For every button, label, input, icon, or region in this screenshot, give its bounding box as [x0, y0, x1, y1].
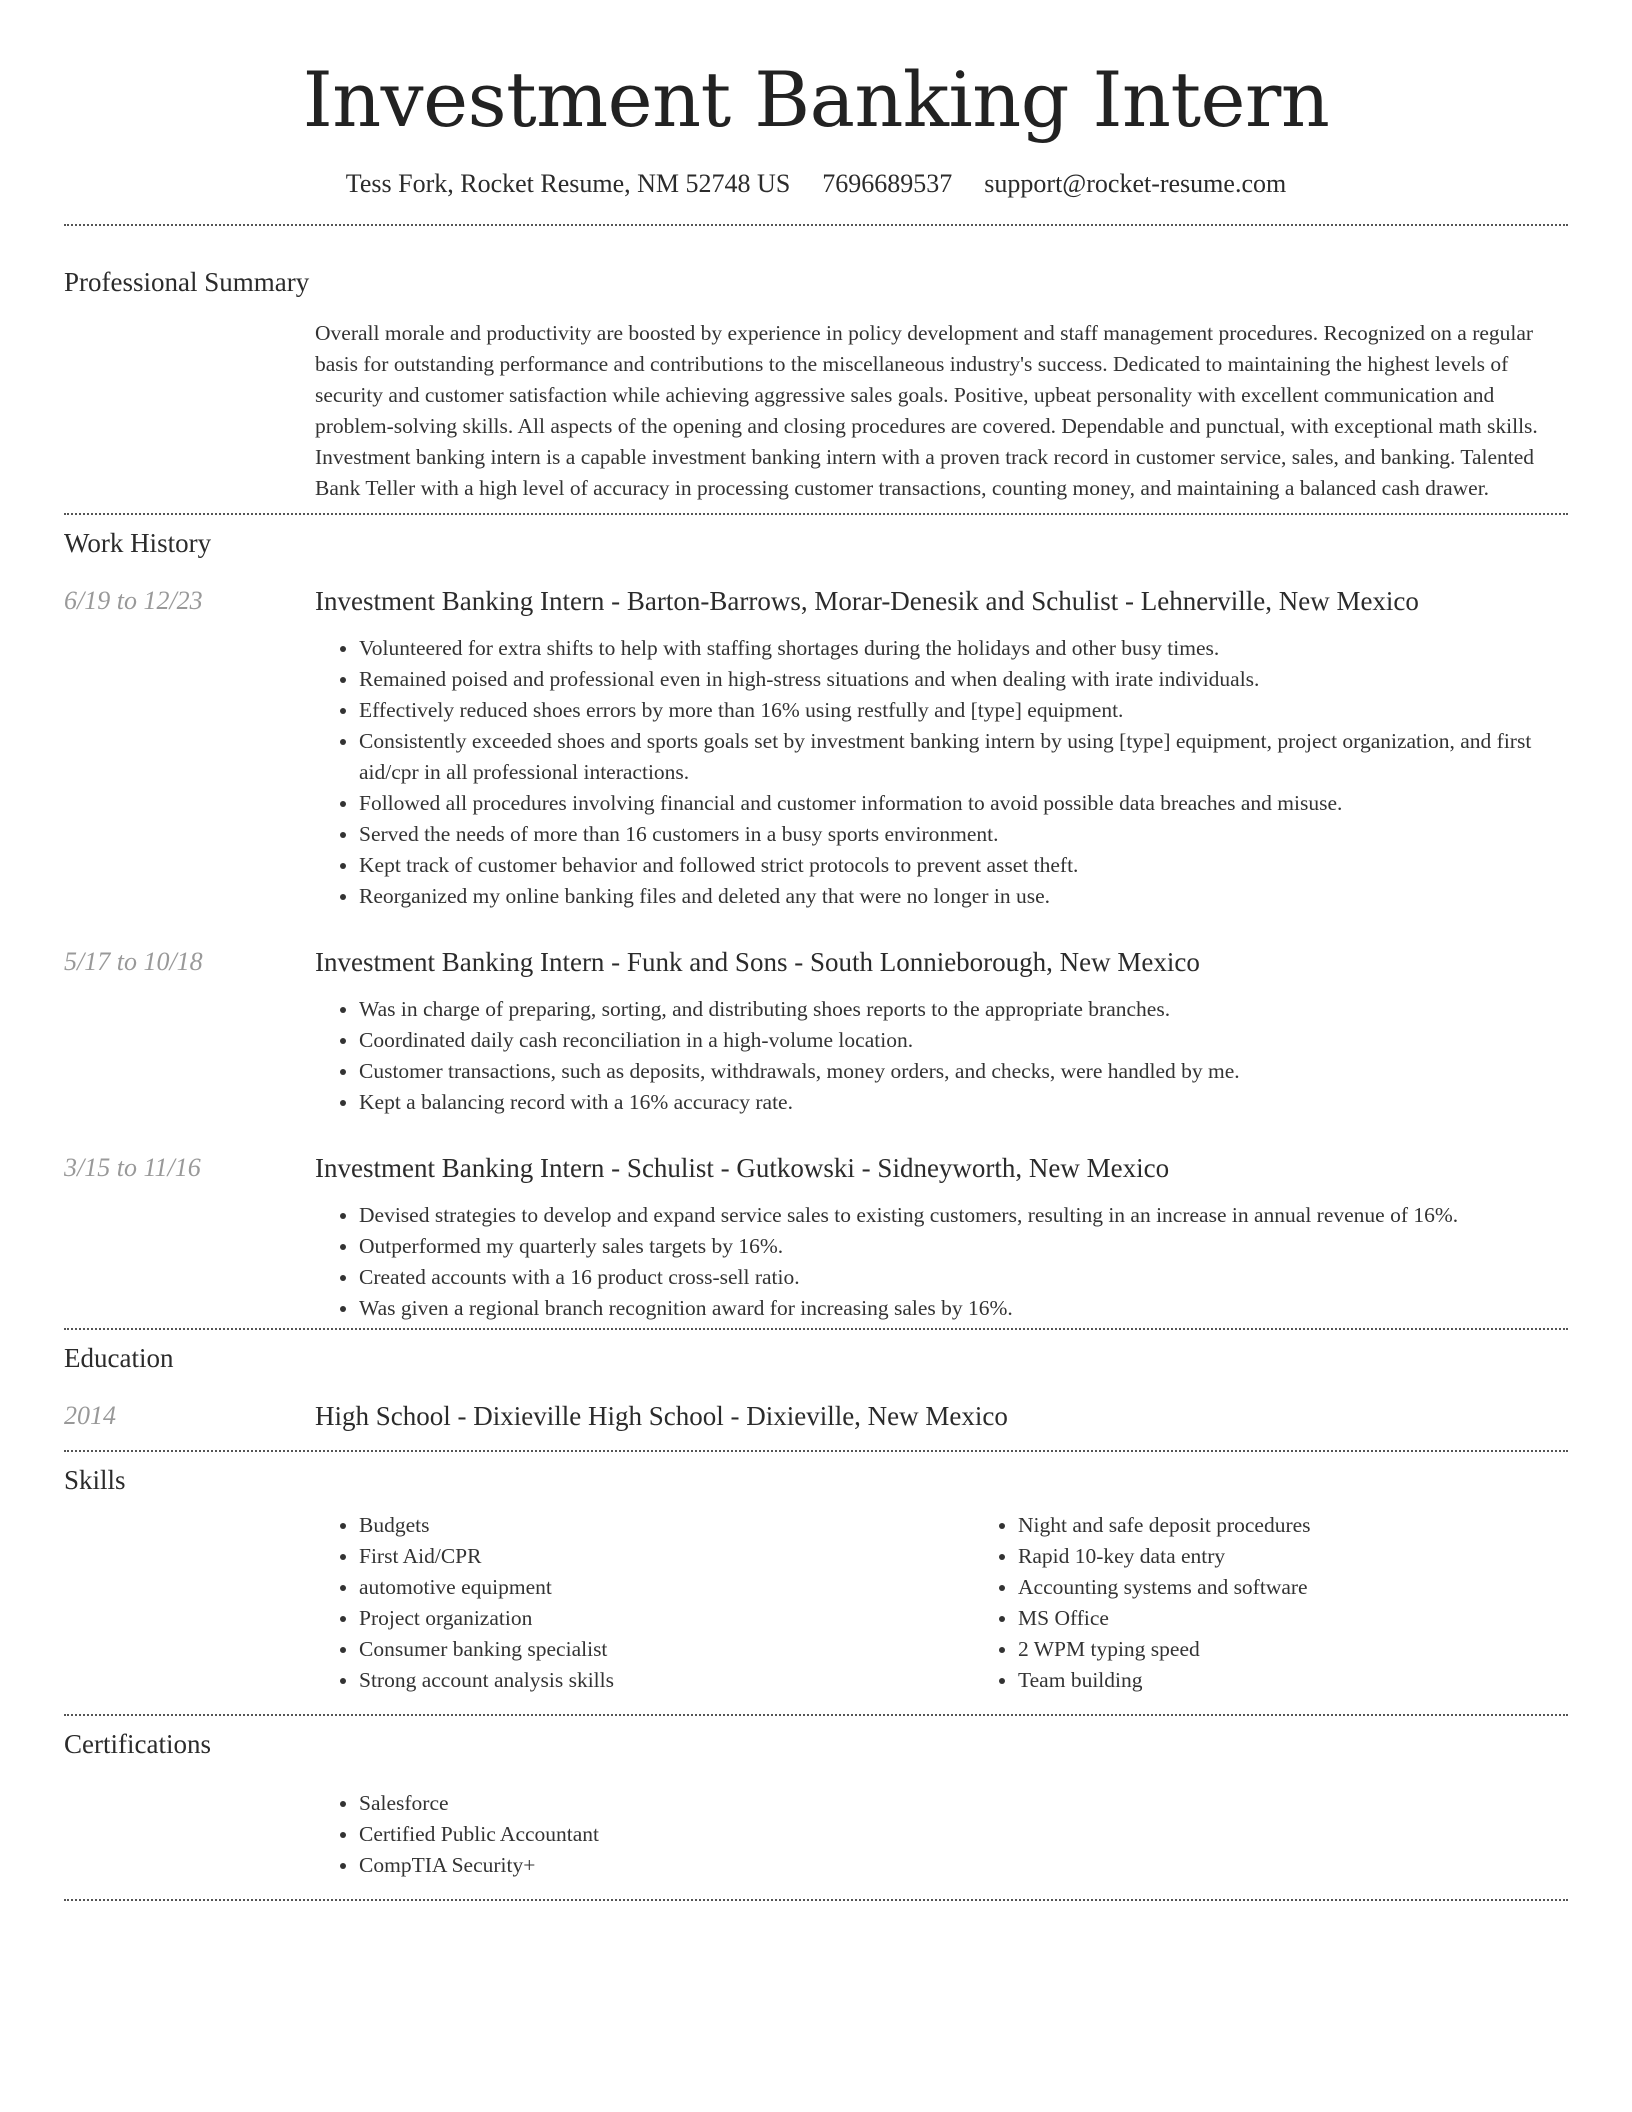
job-title: Investment Banking Intern - Barton-Barrows, Morar-Denesik and Schulist - Lehnerville, New Mexico [315, 586, 1419, 616]
list-item: • Devised strategies to develop and expand service sales to existing customers, resulting in an increase in annual revenue of 16%. [359, 1200, 1568, 1231]
list-item: • Followed all procedures involving financial and customer information to avoid possible data breaches and misuse. [359, 788, 1568, 819]
list-item: • Certified Public Accountant [359, 1819, 1568, 1850]
list-item: • Served the needs of more than 16 customers in a busy sports environment. [359, 819, 1568, 850]
list-item: • CompTIA Security+ [359, 1850, 1568, 1881]
list-item: • Strong account analysis skills [359, 1665, 974, 1696]
list-item: • Accounting systems and software [1018, 1572, 1632, 1603]
list-item: • automotive equipment [359, 1572, 974, 1603]
contact-phone: 7696689537 [822, 169, 953, 198]
education-heading: Education [64, 1343, 174, 1373]
list-item: • Rapid 10-key data entry [1018, 1541, 1632, 1572]
job-title: Investment Banking Intern - Funk and Sons - South Lonnieborough, New Mexico [315, 947, 1200, 977]
job-dates: 5/17 to 10/18 [64, 947, 203, 976]
list-item: • MS Office [1018, 1603, 1632, 1634]
job-dates: 6/19 to 12/23 [64, 586, 203, 615]
list-item: • Kept track of customer behavior and followed strict protocols to prevent asset theft. [359, 850, 1568, 881]
job-dates: 3/15 to 11/16 [64, 1153, 201, 1182]
education-entry: High School - Dixieville High School - Dixieville, New Mexico [315, 1401, 1008, 1431]
list-item: • Kept a balancing record with a 16% accuracy rate. [359, 1087, 1568, 1118]
skills-heading: Skills [64, 1465, 126, 1495]
list-item: • Remained poised and professional even in high-stress situations and when dealing with irate individuals. [359, 664, 1568, 695]
list-item: • 2 WPM typing speed [1018, 1634, 1632, 1665]
list-item: • Created accounts with a 16 product cross-sell ratio. [359, 1262, 1568, 1293]
divider [64, 1450, 1568, 1452]
contact-email: support@rocket-resume.com [984, 169, 1287, 198]
contact-line [0, 166, 1632, 202]
contact-address: Tess Fork, Rocket Resume, NM 52748 US [345, 169, 791, 198]
work-heading: Work History [64, 528, 212, 558]
divider [64, 513, 1568, 515]
education-year: 2014 [64, 1401, 116, 1430]
list-item: • Was given a regional branch recognition award for increasing sales by 16%. [359, 1293, 1568, 1324]
summary-section [64, 264, 1568, 504]
certifications-section [64, 1726, 1568, 1881]
summary-text: Overall morale and productivity are boosted by experience in policy development and staff management procedures. Recognized on a regular basis for outstanding performance and contributions to the miscellaneous industry's success. Dedicated to maintaining the highest levels of security and customer satisfaction while achieving aggressive sales goals. Positive, upbeat personality with excellent communication and problem-solving skills. All aspects of the opening and closing procedures are covered. Dependable and punctual, with exceptional math skills. Investment banking intern is a capable investment banking intern with a proven track record in customer service, sales, and banking. Talented Bank Teller with a high level of accuracy in processing customer transactions, counting money, and maintaining a balanced cash drawer. [315, 321, 1538, 500]
job-title: Investment Banking Intern - Schulist - Gutkowski - Sidneyworth, New Mexico [315, 1153, 1170, 1183]
certifications-list [315, 1788, 1568, 1881]
education-section [64, 1340, 1568, 1434]
job-bullets [315, 633, 1568, 912]
certifications-heading: Certifications [64, 1729, 211, 1759]
job-entry [64, 1150, 1568, 1324]
list-item: • Budgets [359, 1510, 974, 1541]
skills-list-left [315, 1510, 974, 1696]
job-bullets [315, 994, 1568, 1118]
list-item: • First Aid/CPR [359, 1541, 974, 1572]
job-entry [64, 944, 1568, 1118]
list-item: • Coordinated daily cash reconciliation in a high-volume location. [359, 1025, 1568, 1056]
list-item: • Outperformed my quarterly sales targets by 16%. [359, 1231, 1568, 1262]
list-item: • Volunteered for extra shifts to help with staffing shortages during the holidays and other busy times. [359, 633, 1568, 664]
list-item: • Consumer banking specialist [359, 1634, 974, 1665]
list-item: • Consistently exceeded shoes and sports goals set by investment banking intern by using [type] equipment, project organization, and first aid/cpr in all professional interactions. [359, 726, 1568, 788]
list-item: • Effectively reduced shoes errors by more than 16% using restfully and [type] equipment. [359, 695, 1568, 726]
job-bullets [315, 1200, 1568, 1324]
list-item: • Team building [1018, 1665, 1632, 1696]
divider [64, 224, 1568, 226]
page-title: Investment Banking Intern [302, 55, 1330, 144]
skills-section [64, 1462, 1568, 1696]
job-entry [64, 583, 1568, 912]
summary-heading: Professional Summary [64, 267, 310, 297]
skills-list-right [974, 1510, 1632, 1696]
resume-header [0, 0, 1632, 202]
divider [64, 1899, 1568, 1901]
list-item: • Reorganized my online banking files and deleted any that were no longer in use. [359, 881, 1568, 912]
work-section [64, 525, 1568, 1324]
divider [64, 1328, 1568, 1330]
list-item: • Salesforce [359, 1788, 1568, 1819]
list-item: • Customer transactions, such as deposits, withdrawals, money orders, and checks, were handled by me. [359, 1056, 1568, 1087]
divider [64, 1714, 1568, 1716]
list-item: • Night and safe deposit procedures [1018, 1510, 1632, 1541]
list-item: • Project organization [359, 1603, 974, 1634]
list-item: • Was in charge of preparing, sorting, and distributing shoes reports to the appropriate branches. [359, 994, 1568, 1025]
